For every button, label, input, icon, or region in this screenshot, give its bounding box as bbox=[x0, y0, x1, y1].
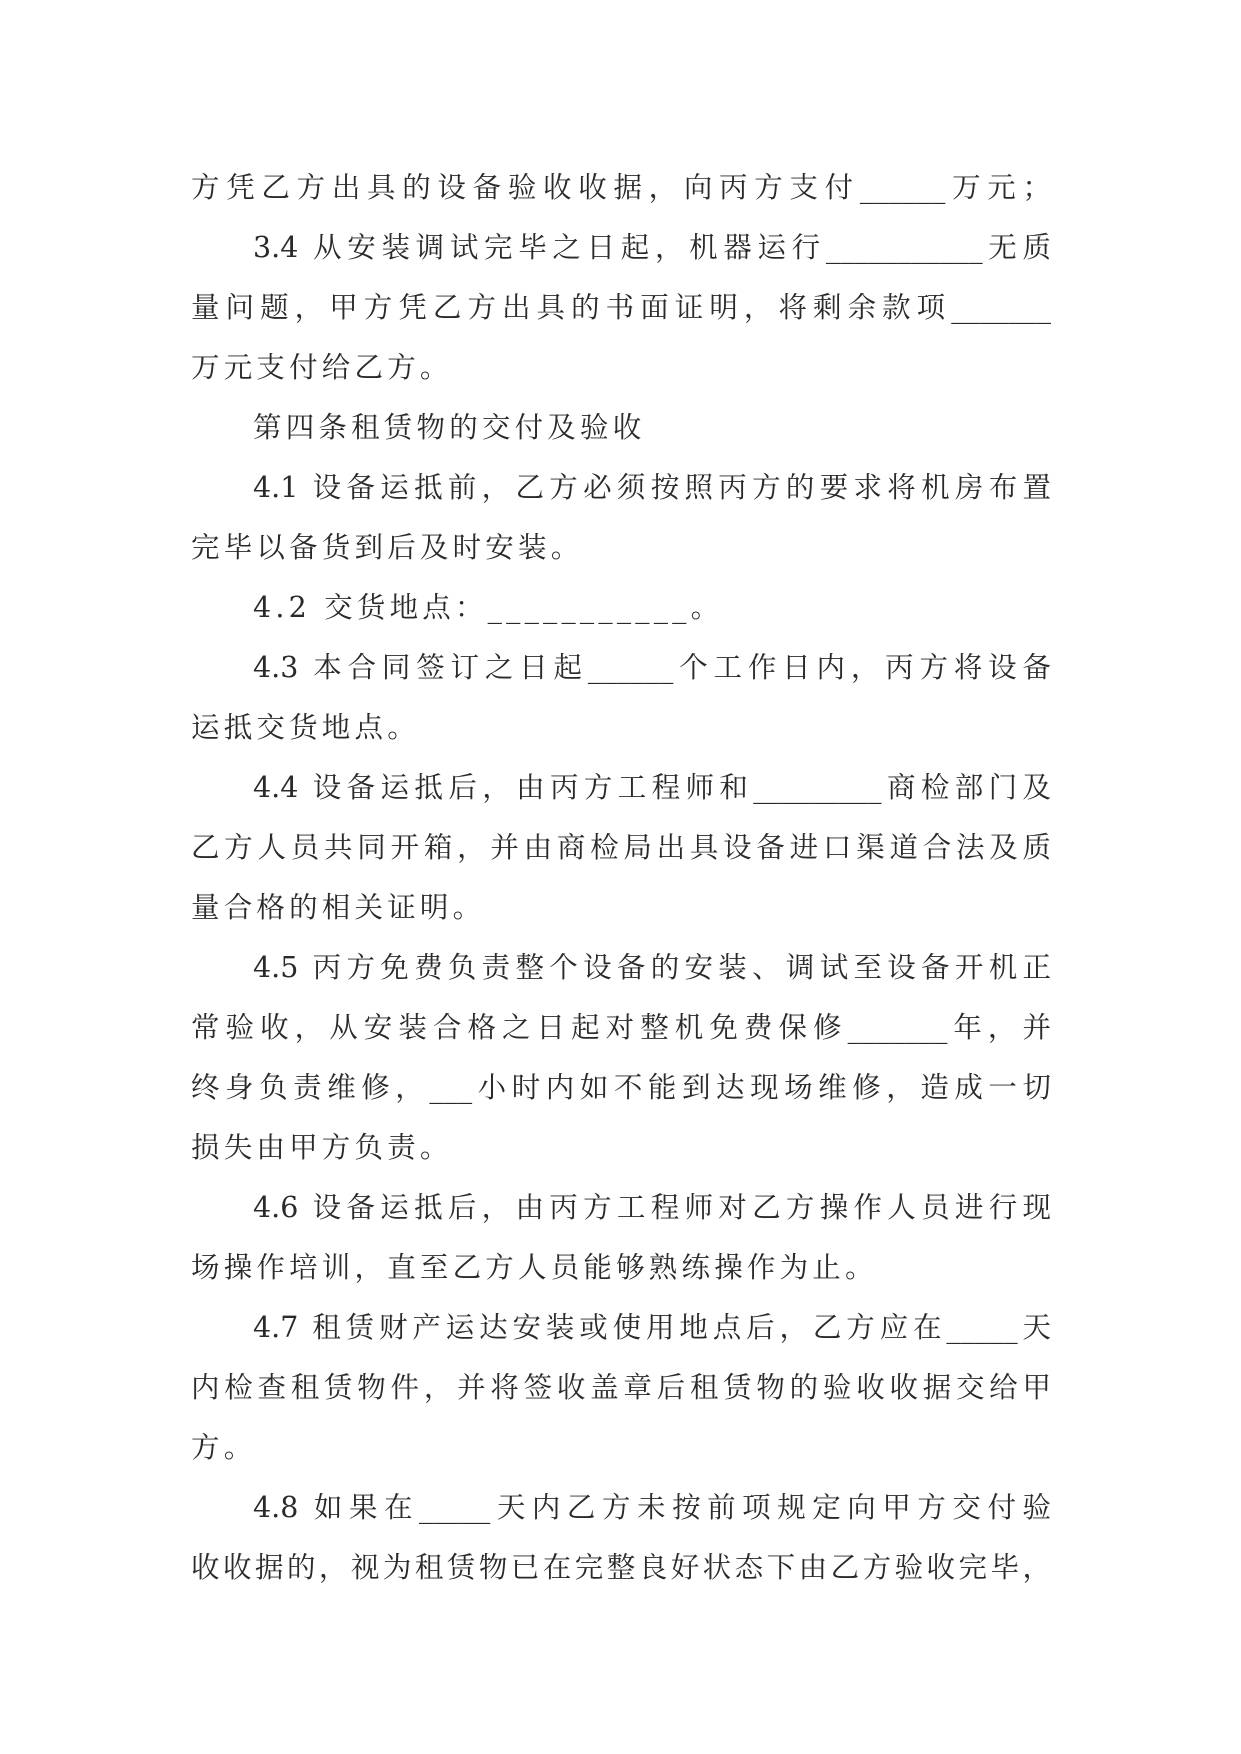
text-line: 4.8 如果在_____天内乙方未按前项规定向甲方交付验 bbox=[253, 1491, 1051, 1524]
text-line: 4.5 丙方免费负责整个设备的安装、调试至设备开机正 bbox=[253, 951, 1051, 984]
text-line: 方凭乙方出具的设备验收收据，向丙方支付______万元； bbox=[191, 171, 1051, 204]
text-line: 万元支付给乙方。 bbox=[191, 351, 453, 384]
text-line: 量问题，甲方凭乙方出具的书面证明，将剩余款项_______ bbox=[191, 291, 1051, 324]
text-line: 完毕以备货到后及时安装。 bbox=[191, 531, 584, 564]
document-body bbox=[191, 158, 1051, 1598]
text-line: 4.6 设备运抵后，由丙方工程师对乙方操作人员进行现 bbox=[253, 1191, 1051, 1224]
text-line: 4.2 交货地点：___________。 bbox=[253, 591, 724, 624]
text-line: 4.4 设备运抵后，由丙方工程师和_________商检部门及 bbox=[253, 771, 1051, 804]
text-line: 场操作培训，直至乙方人员能够熟练操作为止。 bbox=[191, 1251, 878, 1284]
text-line: 常验收，从安装合格之日起对整机免费保修_______年，并 bbox=[191, 1011, 1051, 1044]
text-line: 4.7 租赁财产运达安装或使用地点后，乙方应在_____天 bbox=[253, 1311, 1051, 1344]
text-line: 方。 bbox=[191, 1431, 257, 1464]
text-line: 3.4 从安装调试完毕之日起，机器运行___________无质 bbox=[253, 231, 1051, 264]
text-line: 4.3 本合同签订之日起______个工作日内，丙方将设备 bbox=[253, 651, 1051, 684]
text-line: 收收据的，视为租赁物已在完整良好状态下由乙方验收完毕， bbox=[191, 1551, 1051, 1584]
text-line: 运抵交货地点。 bbox=[191, 711, 420, 744]
section-heading: 第四条租赁物的交付及验收 bbox=[253, 411, 646, 444]
text-line: 内检查租赁物件，并将签收盖章后租赁物的验收收据交给甲 bbox=[191, 1371, 1051, 1404]
text-line: 损失由甲方负责。 bbox=[191, 1131, 453, 1164]
text-line: 终身负责维修，___小时内如不能到达现场维修，造成一切 bbox=[191, 1071, 1051, 1104]
text-line: 量合格的相关证明。 bbox=[191, 891, 486, 924]
text-line: 乙方人员共同开箱，并由商检局出具设备进口渠道合法及质 bbox=[191, 831, 1051, 864]
text-line: 4.1 设备运抵前，乙方必须按照丙方的要求将机房布置 bbox=[253, 471, 1051, 504]
